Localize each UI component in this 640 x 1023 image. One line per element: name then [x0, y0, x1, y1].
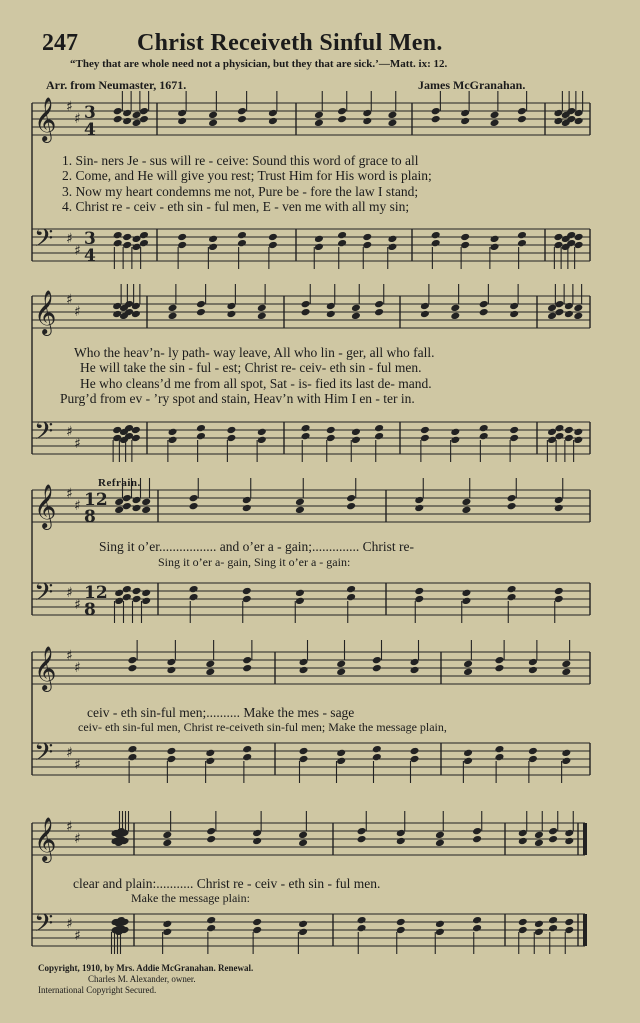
- note-head: [122, 494, 132, 503]
- note-head: [561, 749, 571, 758]
- note-head: [357, 916, 367, 925]
- note-head: [573, 436, 583, 445]
- note-head: [208, 111, 218, 120]
- note-head: [351, 436, 361, 445]
- note-head: [208, 235, 218, 244]
- verse-4-line-2: Purg’d from ev - ’ry spot and stain, Heav’n with Him I en - ter in.: [60, 391, 415, 406]
- note-head: [122, 593, 132, 602]
- note-head: [396, 918, 406, 927]
- note-head: [268, 233, 278, 242]
- note-head: [205, 660, 215, 669]
- note-head: [122, 233, 132, 242]
- note-head: [435, 928, 445, 937]
- note-head: [564, 426, 574, 435]
- note-head: [435, 839, 445, 848]
- note-head: [127, 664, 137, 673]
- note-head: [357, 924, 367, 933]
- note-head: [114, 597, 124, 606]
- note-head: [507, 593, 517, 602]
- note-head: [494, 745, 504, 754]
- note-head: [472, 827, 482, 836]
- note-head: [387, 243, 397, 252]
- key-sharp: ♯: [66, 486, 73, 502]
- note-head: [168, 312, 178, 321]
- key-sharp: ♯: [74, 660, 81, 676]
- note-head: [242, 664, 252, 673]
- verse-3-line-2: He who cleans’d me from all spot, Sat - is- fied its last de- mand.: [80, 376, 432, 391]
- note-head: [507, 494, 517, 503]
- note-head: [162, 831, 172, 840]
- note-head: [490, 243, 500, 252]
- note-head: [357, 835, 367, 844]
- note-head: [205, 668, 215, 677]
- note-head: [396, 837, 406, 846]
- copyright-line-3: International Copyright Secured.: [38, 985, 157, 995]
- note-head: [518, 918, 528, 927]
- note-head: [326, 310, 336, 319]
- key-sharp: ♯: [74, 243, 81, 259]
- note-head: [509, 426, 519, 435]
- note-head: [387, 235, 397, 244]
- key-sharp: ♯: [74, 498, 81, 514]
- note-head: [564, 310, 574, 319]
- key-sharp: ♯: [66, 745, 73, 761]
- note-head: [357, 827, 367, 836]
- treble-clef: 𝄞: [34, 97, 57, 141]
- composer-credit: James McGranahan.: [418, 78, 526, 92]
- note-head: [141, 597, 151, 606]
- note-head: [548, 924, 558, 933]
- time-signature-bottom: 8: [84, 600, 96, 620]
- note-head: [494, 664, 504, 673]
- note-head: [301, 432, 311, 441]
- verse-3-line-1: 3. Now my heart condemns me not, Pure be - fore the law I stand;: [62, 184, 419, 199]
- note-head: [450, 428, 460, 437]
- key-sharp: ♯: [66, 819, 73, 835]
- note-head: [336, 660, 346, 669]
- note-head: [122, 117, 132, 126]
- note-head: [346, 585, 356, 594]
- treble-clef: 𝄞: [34, 484, 57, 528]
- note-head: [237, 231, 247, 240]
- note-head: [132, 504, 142, 513]
- note-head: [257, 428, 267, 437]
- key-sharp: ♯: [66, 99, 73, 115]
- key-sharp: ♯: [66, 292, 73, 308]
- note-head: [494, 753, 504, 762]
- note-head: [206, 827, 216, 836]
- note-head: [534, 839, 544, 848]
- note-head: [162, 920, 172, 929]
- note-head: [461, 498, 471, 507]
- note-head: [337, 239, 347, 248]
- note-head: [113, 107, 123, 116]
- note-head: [242, 656, 252, 665]
- note-head: [189, 585, 199, 594]
- note-head: [450, 436, 460, 445]
- note-head: [189, 593, 199, 602]
- refrain-label: Refrain.: [98, 477, 141, 489]
- note-head: [166, 747, 176, 756]
- note-head: [372, 656, 382, 665]
- verse-2-line-1: 2. Come, and He will give you rest; Trust Him for His word is plain;: [62, 168, 432, 183]
- note-head: [561, 660, 571, 669]
- note-head: [548, 827, 558, 836]
- note-head: [573, 428, 583, 437]
- note-head: [295, 506, 305, 515]
- note-head: [237, 115, 247, 124]
- scripture-epigraph: “They that are whole need not a physician, but they that are sick.’—Matt. ix: 12.: [70, 58, 448, 70]
- note-head: [177, 233, 187, 242]
- note-head: [298, 928, 308, 937]
- note-head: [490, 235, 500, 244]
- note-head: [122, 585, 132, 594]
- copyright-line-1: Copyright, 1910, by Mrs. Addie McGranahan. Renewal.: [38, 963, 254, 973]
- note-head: [141, 589, 151, 598]
- treble-clef: 𝄞: [34, 646, 57, 690]
- note-head: [257, 312, 267, 321]
- note-head: [374, 432, 384, 441]
- note-head: [314, 235, 324, 244]
- verse-1-line-2: Who the heav’n- ly path- way leave, All who lin - ger, all who fall.: [74, 345, 435, 360]
- note-head: [196, 300, 206, 309]
- note-head: [237, 107, 247, 116]
- note-head: [534, 928, 544, 937]
- note-head: [374, 300, 384, 309]
- arranger-credit: Arr. from Neumaster, 1671.: [46, 78, 187, 92]
- key-sharp: ♯: [66, 916, 73, 932]
- note-head: [461, 597, 471, 606]
- note-head: [113, 115, 123, 124]
- note-head: [420, 426, 430, 435]
- note-head: [561, 757, 571, 766]
- note-head: [564, 918, 574, 927]
- note-head: [517, 107, 527, 116]
- note-head: [298, 839, 308, 848]
- note-head: [299, 666, 309, 675]
- note-head: [517, 239, 527, 248]
- bass-clef: 𝄢: [34, 909, 54, 944]
- note-head: [196, 424, 206, 433]
- time-signature-bottom: 4: [84, 120, 96, 140]
- note-head: [479, 308, 489, 317]
- hymn-title: Christ Receiveth Sinful Men.: [137, 30, 443, 56]
- note-head: [242, 753, 252, 762]
- note-head: [295, 498, 305, 507]
- note-head: [226, 426, 236, 435]
- note-head: [295, 589, 305, 598]
- note-head: [472, 924, 482, 933]
- note-head: [127, 656, 137, 665]
- key-sharp: ♯: [74, 111, 81, 127]
- time-signature-bottom: 8: [84, 507, 96, 527]
- note-head: [461, 506, 471, 515]
- note-head: [226, 310, 236, 319]
- note-head: [257, 304, 267, 313]
- note-head: [127, 745, 137, 754]
- note-head: [177, 117, 187, 126]
- note-head: [528, 666, 538, 675]
- verse-2-line-2: He will take the sin - ful - est; Christ re- ceiv- eth sin - ful men.: [80, 360, 422, 375]
- note-head: [410, 666, 420, 675]
- note-head: [337, 231, 347, 240]
- note-head: [463, 749, 473, 758]
- refrain-line-3-main: clear and plain:........... Christ re - ceiv - eth sin - ful men.: [73, 876, 381, 891]
- note-head: [387, 111, 397, 120]
- note-head: [314, 111, 324, 120]
- copyright-line-2: Charles M. Alexander, owner.: [88, 974, 196, 984]
- note-head: [162, 839, 172, 848]
- note-head: [351, 304, 361, 313]
- bass-clef: 𝄢: [34, 224, 54, 259]
- note-head: [252, 918, 262, 927]
- note-head: [387, 119, 397, 128]
- note-head: [362, 233, 372, 242]
- note-head: [554, 504, 564, 513]
- note-head: [295, 597, 305, 606]
- note-head: [494, 656, 504, 665]
- note-head: [257, 436, 267, 445]
- note-head: [460, 233, 470, 242]
- note-head: [414, 587, 424, 596]
- note-head: [374, 308, 384, 317]
- note-head: [414, 504, 424, 513]
- note-head: [122, 502, 132, 511]
- note-head: [450, 304, 460, 313]
- note-head: [374, 424, 384, 433]
- note-head: [196, 432, 206, 441]
- note-head: [372, 753, 382, 762]
- note-head: [435, 831, 445, 840]
- note-head: [141, 498, 151, 507]
- note-head: [410, 747, 420, 756]
- note-head: [242, 587, 252, 596]
- note-head: [450, 312, 460, 321]
- note-head: [351, 428, 361, 437]
- note-head: [162, 928, 172, 937]
- note-head: [206, 916, 216, 925]
- note-head: [132, 587, 142, 596]
- refrain-line-3-echo: Make the message plain:: [131, 891, 250, 905]
- note-head: [479, 424, 489, 433]
- note-head: [206, 924, 216, 933]
- note-head: [113, 231, 123, 240]
- note-head: [168, 436, 178, 445]
- note-head: [242, 745, 252, 754]
- note-head: [461, 589, 471, 598]
- note-head: [114, 498, 124, 507]
- note-head: [490, 119, 500, 128]
- verse-1-line-1: 1. Sin- ners Je - sus will re - ceive: Sound this word of grace to all: [62, 153, 419, 168]
- verse-4-line-1: 4. Christ re - ceiv - eth sin - ful men, E - ven me with all my sin;: [62, 199, 410, 214]
- note-head: [517, 231, 527, 240]
- note-head: [205, 757, 215, 766]
- note-head: [463, 660, 473, 669]
- copyright-notice: [38, 963, 253, 996]
- note-head: [268, 117, 278, 126]
- note-head: [420, 310, 430, 319]
- time-signature-top: 12: [84, 490, 108, 510]
- bass-clef: 𝄢: [34, 417, 54, 452]
- note-head: [337, 107, 347, 116]
- note-head: [463, 668, 473, 677]
- note-head: [208, 243, 218, 252]
- note-head: [196, 308, 206, 317]
- note-head: [237, 239, 247, 248]
- note-head: [298, 831, 308, 840]
- treble-clef: 𝄞: [34, 290, 57, 334]
- note-head: [189, 502, 199, 511]
- key-sharp: ♯: [66, 231, 73, 247]
- note-head: [166, 666, 176, 675]
- note-head: [114, 589, 124, 598]
- note-head: [517, 115, 527, 124]
- note-head: [528, 747, 538, 756]
- note-head: [548, 835, 558, 844]
- note-head: [431, 239, 441, 248]
- note-head: [472, 916, 482, 925]
- note-head: [372, 664, 382, 673]
- key-sharp: ♯: [74, 597, 81, 613]
- key-sharp: ♯: [74, 831, 81, 847]
- note-head: [534, 920, 544, 929]
- note-head: [301, 300, 311, 309]
- note-head: [127, 753, 137, 762]
- key-sharp: ♯: [74, 304, 81, 320]
- note-head: [431, 107, 441, 116]
- note-head: [490, 111, 500, 120]
- note-head: [479, 300, 489, 309]
- refrain-line-1-main: Sing it o’er................. and o’er a - gain;.............. Christ re-: [99, 539, 414, 554]
- time-signature-bottom: 4: [84, 246, 96, 266]
- note-head: [208, 119, 218, 128]
- key-sharp: ♯: [74, 757, 81, 773]
- note-head: [518, 837, 528, 846]
- note-head: [314, 243, 324, 252]
- note-head: [573, 304, 583, 313]
- note-head: [168, 304, 178, 313]
- key-sharp: ♯: [74, 436, 81, 452]
- note-head: [573, 312, 583, 321]
- refrain-line-2-main: ceiv - eth sin-ful men;.......... Make the mes - sage: [87, 705, 355, 720]
- note-head: [561, 668, 571, 677]
- note-head: [372, 745, 382, 754]
- note-head: [252, 837, 262, 846]
- note-head: [431, 115, 441, 124]
- note-head: [507, 585, 517, 594]
- key-sharp: ♯: [66, 424, 73, 440]
- hymn-number: 247: [42, 30, 78, 56]
- key-sharp: ♯: [66, 585, 73, 601]
- note-head: [189, 494, 199, 503]
- note-head: [346, 593, 356, 602]
- note-head: [548, 916, 558, 925]
- note-head: [301, 424, 311, 433]
- bass-clef: 𝄢: [34, 578, 54, 613]
- note-head: [507, 502, 517, 511]
- bass-clef: 𝄢: [34, 738, 54, 773]
- note-head: [351, 312, 361, 321]
- note-head: [168, 428, 178, 437]
- note-head: [113, 239, 123, 248]
- note-head: [337, 115, 347, 124]
- note-head: [460, 117, 470, 126]
- note-head: [534, 831, 544, 840]
- note-head: [301, 308, 311, 317]
- note-head: [336, 749, 346, 758]
- refrain-line-2-echo: ceiv- eth sin-ful men, Christ re-ceiveth sin-ful men; Make the message plain,: [78, 720, 447, 734]
- note-head: [554, 587, 564, 596]
- time-signature-top: 12: [84, 583, 108, 603]
- key-sharp: ♯: [66, 648, 73, 664]
- note-head: [479, 432, 489, 441]
- note-head: [242, 504, 252, 513]
- note-head: [463, 757, 473, 766]
- note-head: [114, 506, 124, 515]
- refrain-line-1-echo: Sing it o’er a- gain, Sing it o’er a - gain:: [158, 555, 351, 569]
- note-head: [205, 749, 215, 758]
- note-head: [299, 747, 309, 756]
- time-signature-top: 3: [84, 103, 96, 123]
- treble-clef: 𝄞: [34, 817, 57, 861]
- note-head: [346, 494, 356, 503]
- key-sharp: ♯: [74, 928, 81, 944]
- note-head: [298, 920, 308, 929]
- note-head: [336, 668, 346, 677]
- note-head: [141, 506, 151, 515]
- note-head: [314, 119, 324, 128]
- note-head: [509, 310, 519, 319]
- note-head: [206, 835, 216, 844]
- note-head: [346, 502, 356, 511]
- time-signature-top: 3: [84, 229, 96, 249]
- note-head: [564, 837, 574, 846]
- note-head: [431, 231, 441, 240]
- note-head: [472, 835, 482, 844]
- note-head: [326, 426, 336, 435]
- note-head: [435, 920, 445, 929]
- note-head: [362, 117, 372, 126]
- note-head: [336, 757, 346, 766]
